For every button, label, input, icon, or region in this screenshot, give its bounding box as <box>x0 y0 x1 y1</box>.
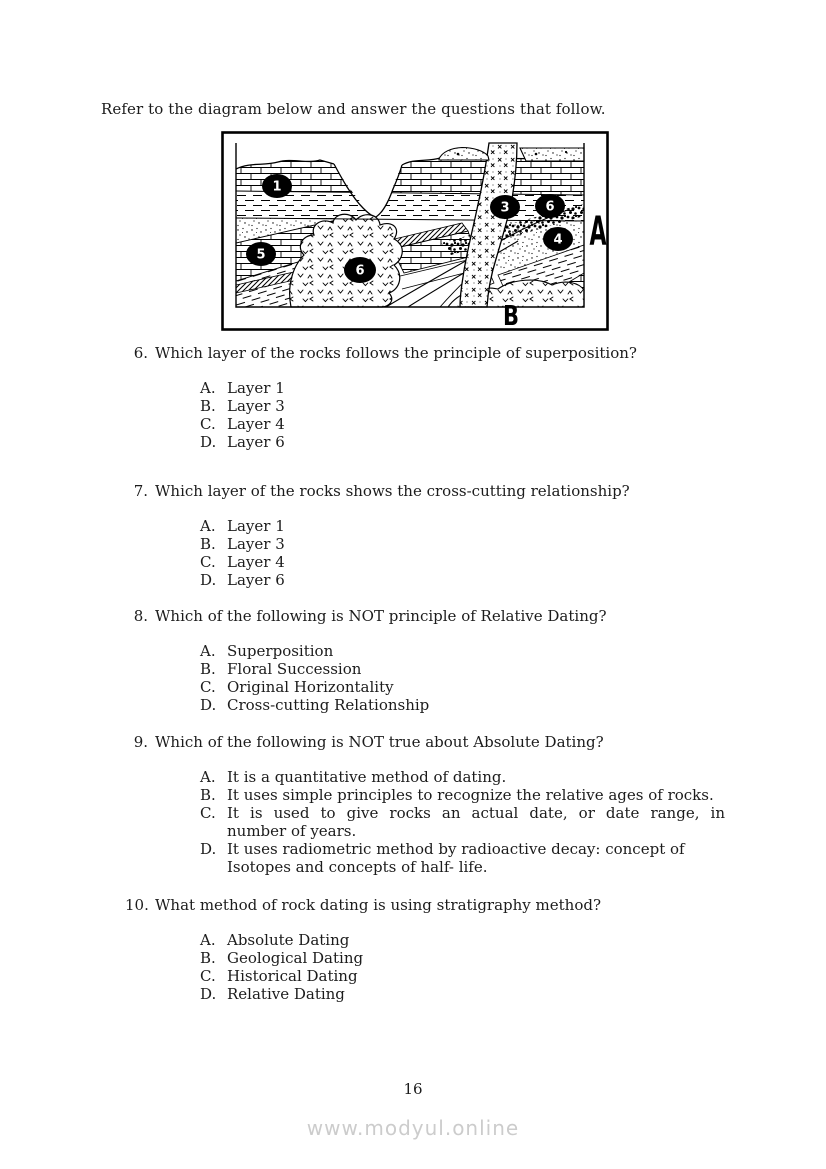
question-block <box>125 733 725 876</box>
question-block <box>125 607 607 714</box>
option-row <box>200 840 725 876</box>
option-row <box>200 397 637 415</box>
option-line: Absolute Dating <box>227 931 350 949</box>
page-number: 16 <box>403 1080 423 1098</box>
option-text <box>227 967 601 985</box>
option-letter: B. <box>200 660 216 678</box>
question-text: Which of the following is NOT principle of Relative Dating? <box>155 607 607 625</box>
option-line: number of years. <box>227 822 357 840</box>
option-text <box>227 768 725 786</box>
option-row <box>200 642 607 660</box>
option-text <box>227 571 630 589</box>
option-text <box>227 696 607 714</box>
label-layer-3: 3 <box>500 200 510 216</box>
geology-diagram <box>221 131 609 331</box>
option-line: It is used to give rocks an actual date, or date range, in <box>227 804 725 822</box>
option-line: It uses simple principles to recognize the relative ages of rocks. <box>227 786 714 804</box>
option-row <box>200 571 630 589</box>
option-row <box>200 696 607 714</box>
option-row <box>200 768 725 786</box>
option-letter: D. <box>200 840 217 858</box>
option-text <box>227 433 637 451</box>
option-row <box>200 985 601 1003</box>
option-row <box>200 553 630 571</box>
question-number: 6. <box>133 344 148 362</box>
option-row <box>200 535 630 553</box>
option-text <box>227 517 630 535</box>
option-letter: C. <box>200 678 216 696</box>
option-text <box>227 678 607 696</box>
option-letter: D. <box>200 571 217 589</box>
option-list <box>200 642 607 714</box>
option-letter: B. <box>200 949 216 967</box>
option-line: Layer 4 <box>227 553 285 571</box>
option-line: Superposition <box>227 642 334 660</box>
option-text <box>227 660 607 678</box>
option-row <box>200 804 725 840</box>
option-letter: C. <box>200 553 216 571</box>
question-number: 7. <box>133 482 148 500</box>
label-layer-1: 1 <box>272 179 282 195</box>
option-letter: C. <box>200 967 216 985</box>
option-line: Layer 3 <box>227 535 285 553</box>
instruction-text: Refer to the diagram below and answer the questions that follow. <box>101 100 606 118</box>
option-text <box>227 379 637 397</box>
option-letter: B. <box>200 786 216 804</box>
option-letter: A. <box>200 379 216 397</box>
label-layer-5: 5 <box>256 247 266 263</box>
label-side-a: A <box>589 207 607 255</box>
option-list <box>200 517 630 589</box>
option-row <box>200 415 637 433</box>
option-text <box>227 786 725 804</box>
option-line: Layer 1 <box>227 379 285 397</box>
watermark: www.modyul.online <box>306 1116 520 1140</box>
option-line: It is a quantitative method of dating. <box>227 768 507 786</box>
question-text: What method of rock dating is using stratigraphy method? <box>155 896 602 914</box>
option-text <box>227 415 637 433</box>
question-text: Which layer of the rocks shows the cross-cutting relationship? <box>155 482 630 500</box>
option-text <box>227 985 601 1003</box>
option-line: Cross-cutting Relationship <box>227 696 430 714</box>
question-number: 10. <box>125 896 149 914</box>
option-text <box>227 553 630 571</box>
option-text <box>227 804 725 840</box>
option-row <box>200 931 601 949</box>
option-line: Layer 6 <box>227 571 285 589</box>
option-row <box>200 379 637 397</box>
option-row <box>200 786 725 804</box>
option-letter: C. <box>200 804 216 822</box>
question-number: 9. <box>133 733 148 751</box>
option-letter: A. <box>200 642 216 660</box>
option-letter: A. <box>200 768 216 786</box>
label-layer-4: 4 <box>553 232 563 248</box>
option-line: Relative Dating <box>227 985 345 1003</box>
option-list <box>200 931 601 1003</box>
option-line: Layer 3 <box>227 397 285 415</box>
option-text <box>227 642 607 660</box>
option-list <box>200 379 637 451</box>
option-letter: A. <box>200 931 216 949</box>
question-number: 8. <box>133 607 148 625</box>
question-text: Which layer of the rocks follows the principle of superposition? <box>155 344 637 362</box>
geology-cross-section <box>221 131 609 331</box>
question-block <box>125 896 601 1003</box>
option-line: Layer 1 <box>227 517 285 535</box>
option-text <box>227 931 601 949</box>
option-line: Historical Dating <box>227 967 358 985</box>
option-text <box>227 535 630 553</box>
option-list <box>200 768 725 876</box>
option-line: It uses radiometric method by radioactive decay: concept of <box>227 840 685 858</box>
option-row <box>200 678 607 696</box>
option-row <box>200 967 601 985</box>
option-line: Layer 4 <box>227 415 285 433</box>
option-line: Geological Dating <box>227 949 364 967</box>
option-letter: A. <box>200 517 216 535</box>
option-letter: D. <box>200 433 217 451</box>
option-row <box>200 433 637 451</box>
label-side-b: B <box>502 298 520 331</box>
option-row <box>200 660 607 678</box>
option-line: Layer 6 <box>227 433 285 451</box>
label-layer-6-right: 6 <box>545 199 555 215</box>
label-layer-6-center: 6 <box>355 263 365 279</box>
option-letter: C. <box>200 415 216 433</box>
question-text: Which of the following is NOT true about Absolute Dating? <box>155 733 604 751</box>
option-row <box>200 949 601 967</box>
option-letter: D. <box>200 696 217 714</box>
option-letter: B. <box>200 397 216 415</box>
option-letter: B. <box>200 535 216 553</box>
option-text <box>227 949 601 967</box>
option-row <box>200 517 630 535</box>
option-line: Floral Succession <box>227 660 362 678</box>
option-line: Original Horizontality <box>227 678 394 696</box>
option-letter: D. <box>200 985 217 1003</box>
option-text <box>227 397 637 415</box>
option-text <box>227 840 725 876</box>
question-block <box>125 482 630 589</box>
question-block <box>125 344 637 451</box>
option-line: Isotopes and concepts of half- life. <box>227 858 488 876</box>
